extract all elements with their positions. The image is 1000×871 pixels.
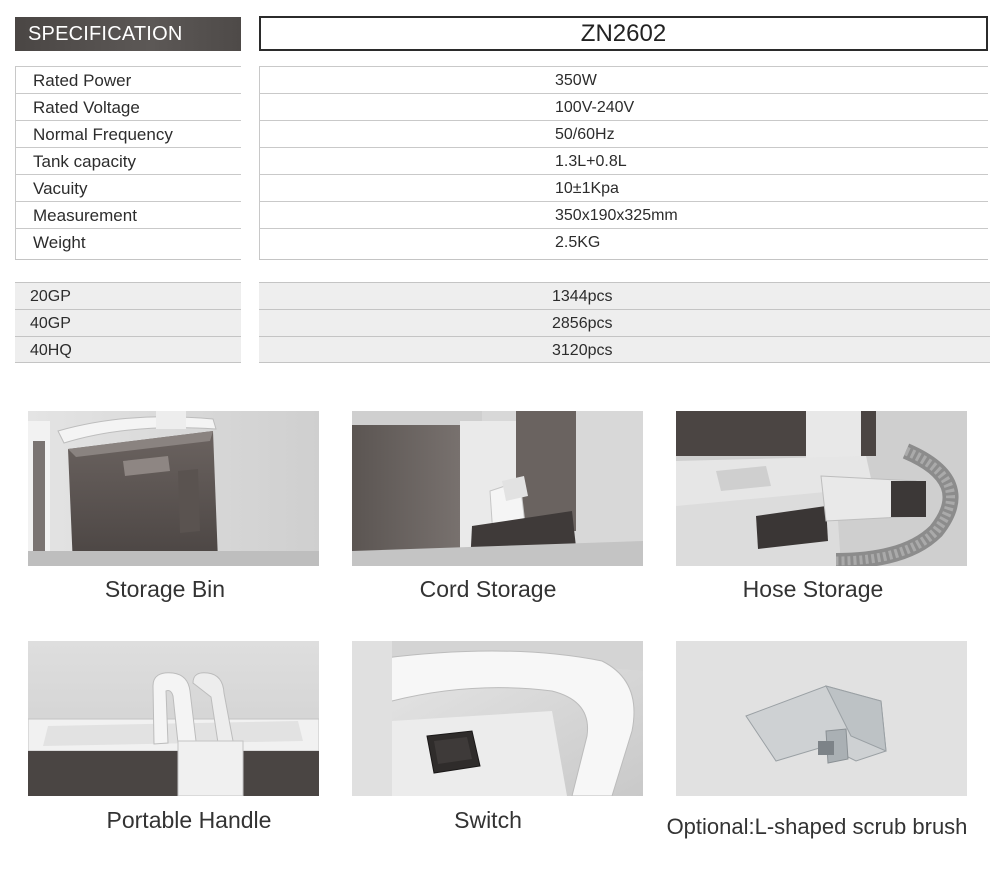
model-number: ZN2602 [259, 16, 988, 51]
spec-label: Measurement [15, 201, 241, 228]
container-table-bottom-rule [259, 362, 990, 363]
spec-value: 50/60Hz [259, 120, 988, 147]
hose-storage-photo [676, 411, 967, 566]
spec-label: Weight [15, 228, 241, 255]
cord-storage-photo [352, 411, 643, 566]
specification-header: SPECIFICATION [15, 17, 241, 51]
spec-value: 10±1Kpa [259, 174, 988, 201]
container-label: 40HQ [15, 336, 241, 363]
spec-label: Vacuity [15, 174, 241, 201]
spec-value: 100V-240V [259, 93, 988, 120]
feature-caption: Optional:L-shaped scrub brush [666, 814, 968, 839]
spec-value: 1.3L+0.8L [259, 147, 988, 174]
spec-table-bottom-rule [15, 259, 241, 260]
container-label: 40GP [15, 309, 241, 336]
spec-label: Rated Power [15, 66, 241, 93]
switch-photo [352, 641, 643, 796]
spec-value: 350x190x325mm [259, 201, 988, 228]
container-value: 3120pcs [259, 336, 990, 363]
feature-caption: Storage Bin [104, 576, 226, 602]
scrub-brush-photo [676, 641, 967, 796]
spec-label: Normal Frequency [15, 120, 241, 147]
container-value: 1344pcs [259, 282, 990, 309]
spec-label: Rated Voltage [15, 93, 241, 120]
container-table-bottom-rule [15, 362, 241, 363]
spec-table-bottom-rule [259, 259, 988, 260]
feature-caption: Hose Storage [742, 576, 884, 602]
spec-value: 2.5KG [259, 228, 988, 255]
feature-caption: Cord Storage [419, 576, 557, 602]
feature-caption: Portable Handle [106, 807, 272, 833]
container-label: 20GP [15, 282, 241, 309]
spec-value: 350W [259, 66, 988, 93]
spec-label: Tank capacity [15, 147, 241, 174]
feature-caption: Switch [454, 807, 522, 833]
container-value: 2856pcs [259, 309, 990, 336]
portable-handle-photo [28, 641, 319, 796]
storage-bin-photo [28, 411, 319, 566]
